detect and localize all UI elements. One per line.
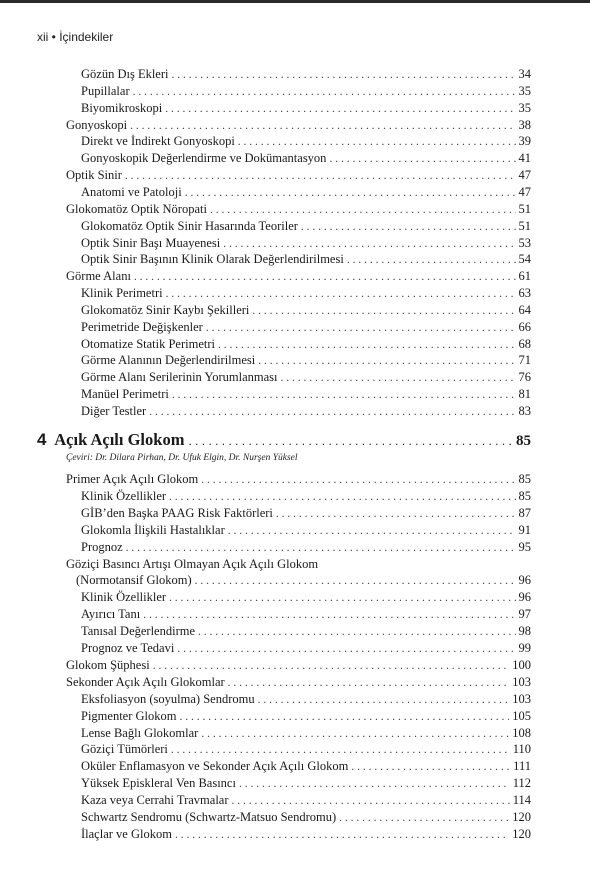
toc-entry-page: 76	[518, 370, 531, 385]
toc-entry-page: 35	[518, 100, 531, 115]
toc-entry-title: Optik Sinir Başının Klinik Olarak Değerlendirilmesi	[81, 252, 344, 267]
leader-dots	[201, 726, 509, 743]
toc-entry[interactable]	[81, 403, 531, 420]
toc-entry-title: Eksfoliasyon (soyulma) Sendromu	[81, 691, 255, 706]
leader-dots	[206, 320, 516, 337]
toc-entry-title: Optik Sinir	[66, 168, 122, 183]
toc-entry[interactable]	[81, 352, 531, 369]
toc-entry-title: Ayırıcı Tanı	[81, 607, 141, 622]
toc-entry-page: 51	[518, 218, 531, 233]
toc-entry-title: Pigmenter Glokom	[81, 708, 177, 723]
toc-entry-title: Glokomatöz Sinir Kaybı Şekilleri	[81, 302, 250, 317]
toc-entry-title: Manüel Perimetri	[81, 387, 169, 402]
toc-entry-page: 100	[512, 657, 531, 672]
leader-dots	[130, 118, 515, 135]
toc-entry-title: Optik Sinir Başı Muayenesi	[81, 235, 221, 250]
leader-dots	[232, 793, 510, 810]
toc-entry-page: 39	[518, 134, 531, 149]
toc-entry[interactable]	[81, 100, 531, 117]
toc-entry[interactable]	[81, 539, 531, 556]
leader-dots	[185, 185, 516, 202]
leader-dots	[281, 370, 516, 387]
toc-entry-page: 96	[518, 573, 531, 588]
running-header: xii • İçindekiler	[37, 30, 114, 44]
toc-entry-page: 34	[518, 67, 531, 81]
chapter-heading[interactable]	[37, 430, 531, 450]
toc-entry-page: 120	[512, 810, 531, 824]
toc-entry-page: 63	[518, 286, 531, 301]
toc-entry-title: Gözün Dış Ekleri	[81, 67, 169, 81]
toc-entry[interactable]	[81, 488, 531, 505]
toc-entry-page: 110	[512, 742, 531, 757]
leader-dots	[258, 692, 510, 709]
toc-entry-title: Kaza veya Cerrahi Travmalar	[81, 793, 229, 808]
toc-entry-title: Prognoz	[81, 539, 123, 554]
toc-entry-title: Glokomla İlişkili Hastalıklar	[81, 522, 225, 537]
toc-entry[interactable]	[81, 775, 531, 792]
toc-entry[interactable]	[81, 66, 531, 83]
toc-entry-page: 97	[518, 607, 531, 622]
toc-entry-title: Gonyoskopik Değerlendirme ve Dokümantasyon	[81, 151, 327, 166]
toc-entry-title: Göziçi Tümörleri	[81, 742, 168, 757]
toc-entry-title: Primer Açık Açılı Glokom	[66, 472, 199, 486]
leader-dots	[228, 675, 510, 692]
toc-entry-page: 53	[518, 235, 531, 250]
toc-entry-page: 83	[518, 404, 531, 418]
toc-entry[interactable]	[81, 336, 531, 353]
toc-entry-title: Perimetride Değişkenler	[81, 319, 203, 334]
toc-entry-page: 61	[518, 269, 531, 284]
toc-entry-page: 35	[518, 83, 531, 98]
toc-entry-title: Klinik Özellikler	[81, 590, 167, 605]
leader-dots	[125, 168, 516, 185]
toc-entry[interactable]	[81, 691, 531, 708]
toc-entry-title: Gonyoskopi	[66, 117, 128, 132]
leader-dots	[171, 742, 510, 759]
toc-entry-page: 103	[512, 691, 531, 706]
toc-entry[interactable]	[81, 623, 531, 640]
toc-entry-page: 47	[518, 168, 531, 183]
toc-entry-page: 105	[512, 708, 531, 723]
toc-entry-title: Biyomikroskopi	[81, 100, 163, 115]
toc-entry-page: 41	[518, 151, 531, 166]
toc-entry-page: 111	[513, 759, 531, 774]
toc-entry[interactable]	[81, 725, 531, 742]
leader-dots	[179, 709, 509, 726]
leader-dots	[149, 404, 515, 421]
toc-entry-title: (Normotansif Glokom)	[76, 573, 192, 588]
leader-dots	[339, 810, 509, 827]
leader-dots	[276, 506, 516, 523]
chapter-page: 85	[516, 433, 531, 449]
toc-entry[interactable]	[81, 184, 531, 201]
leader-dots	[169, 489, 515, 506]
toc-entry-page: 38	[518, 117, 531, 132]
toc-entry-title: Glokomatöz Optik Nöropati	[66, 201, 207, 216]
toc-entry-title: İlaçlar ve Glokom	[81, 826, 172, 841]
toc-entry-title: Görme Alanının Değerlendirilmesi	[81, 353, 256, 368]
toc-entry-page: 120	[512, 826, 531, 841]
leader-dots	[252, 303, 515, 320]
toc-entry-page: 71	[518, 353, 531, 368]
toc-entry[interactable]	[66, 657, 531, 674]
toc-entry-page: 95	[518, 539, 531, 554]
toc-entry[interactable]	[81, 522, 531, 539]
toc-entry-page: 54	[518, 252, 531, 267]
leader-dots	[172, 387, 516, 404]
toc-entry-title: Oküler Enflamasyon ve Sekonder Açık Açılı Glokom	[81, 759, 349, 774]
toc-entry-title: Glokom Şüphesi	[66, 657, 150, 672]
toc-entry-page: 87	[518, 505, 531, 520]
toc-entry-title: Schwartz Sendromu (Schwartz-Matsuo Sendromu)	[81, 810, 337, 824]
toc-entry[interactable]	[66, 556, 531, 573]
toc-entry[interactable]	[76, 572, 531, 589]
toc-entry[interactable]	[81, 83, 531, 100]
toc-entry-page: 98	[518, 624, 531, 639]
toc-entry-title: Pupillalar	[81, 83, 130, 98]
leader-dots	[134, 269, 516, 286]
toc-entry[interactable]	[81, 369, 531, 386]
toc-entry-title: Klinik Özellikler	[81, 488, 167, 503]
toc-entry-title: Göziçi Basıncı Artışı Olmayan Açık Açılı Glokom	[66, 556, 319, 571]
leader-dots	[239, 776, 510, 793]
toc-entry-title: Sekonder Açık Açılı Glokomlar	[66, 674, 225, 689]
leader-dots	[195, 573, 516, 590]
toc-entry[interactable]	[81, 741, 531, 758]
toc-entry[interactable]	[81, 826, 531, 843]
leader-dots	[301, 219, 516, 236]
toc-entry-title: Görme Alanı Serilerinin Yorumlanması	[81, 370, 278, 385]
leader-dots	[201, 472, 515, 489]
leader-dots	[198, 624, 515, 641]
leader-dots	[153, 658, 510, 675]
leader-dots	[223, 236, 515, 253]
leader-dots	[143, 607, 515, 624]
toc-entry-title: Görme Alanı	[66, 269, 131, 284]
toc-entry[interactable]	[81, 589, 531, 606]
toc-entry-title: Diğer Testler	[81, 404, 147, 418]
toc-entry[interactable]	[81, 606, 531, 623]
toc-entry[interactable]	[66, 471, 531, 488]
toc-entry-page: 103	[512, 674, 531, 689]
toc-entry-title: Direkt ve İndirekt Gonyoskopi	[81, 134, 235, 149]
toc-entry[interactable]	[81, 809, 531, 826]
toc-entry-page: 81	[518, 387, 531, 402]
toc-entry[interactable]	[81, 150, 531, 167]
toc-entry[interactable]	[66, 201, 531, 218]
toc-entry-title: Lense Bağlı Glokomlar	[81, 725, 199, 740]
chapter-title: Açık Açılı Glokom	[54, 430, 185, 449]
leader-dots	[126, 540, 516, 557]
toc-entry-page: 47	[518, 184, 531, 199]
toc-entry[interactable]	[81, 235, 531, 252]
toc-entry[interactable]	[81, 285, 531, 302]
toc-entry-title: GİB’den Başka PAAG Risk Faktörleri	[81, 505, 273, 520]
toc-entry-page: 96	[518, 590, 531, 605]
leader-dots	[169, 590, 515, 607]
toc-entry-title: Tanısal Değerlendirme	[81, 624, 196, 639]
leader-dots	[165, 101, 515, 118]
toc-entry-page: 51	[518, 201, 531, 216]
leader-dots	[228, 523, 516, 540]
toc-entry-title: Otomatize Statik Perimetri	[81, 336, 215, 351]
chapter-number: 4	[37, 430, 47, 449]
toc-entry-page: 112	[512, 776, 531, 791]
toc-entry-page: 91	[518, 522, 531, 537]
toc-entry[interactable]	[66, 674, 531, 691]
toc-entry-title: Anatomi ve Patoloji	[81, 184, 182, 199]
toc-entry[interactable]	[66, 167, 531, 184]
leader-dots	[171, 67, 515, 84]
toc-entry[interactable]	[81, 792, 531, 809]
toc-entry-page: 108	[512, 725, 531, 740]
toc-entry[interactable]	[81, 640, 531, 657]
toc-entry-page: 64	[518, 302, 531, 317]
toc-entry[interactable]	[81, 319, 531, 336]
leader-dots	[166, 286, 516, 303]
toc-entry-page: 68	[518, 336, 531, 351]
leader-dots	[351, 759, 510, 776]
toc-entry-page: 85	[518, 488, 531, 503]
toc-entry[interactable]	[81, 758, 531, 775]
toc-entry-title: Prognoz ve Tedavi	[81, 641, 175, 655]
toc-entry[interactable]	[66, 117, 531, 134]
leader-dots	[329, 151, 515, 168]
leader-dots	[188, 434, 512, 448]
leader-dots	[347, 252, 516, 269]
toc-entry[interactable]	[81, 133, 531, 150]
leader-dots	[175, 827, 509, 844]
toc-entry-page: 99	[518, 641, 531, 655]
toc-entry[interactable]	[81, 251, 531, 268]
toc-entry[interactable]	[81, 386, 531, 403]
toc-entry[interactable]	[81, 218, 531, 235]
leader-dots	[258, 353, 515, 370]
leader-dots	[133, 84, 516, 101]
leader-dots	[177, 641, 515, 658]
toc-entry-page: 66	[518, 319, 531, 334]
toc-entry-title: Klinik Perimetri	[81, 286, 163, 301]
toc-entry-page: 85	[518, 472, 531, 486]
leader-dots	[210, 202, 516, 219]
toc-entry[interactable]	[81, 708, 531, 725]
toc-entry[interactable]	[66, 268, 531, 285]
toc-entry-title: Yüksek Episkleral Ven Basıncı	[81, 776, 236, 791]
toc-entry-title: Glokomatöz Optik Sinir Hasarında Teoriler	[81, 218, 298, 233]
leader-dots	[238, 134, 516, 151]
chapter-translators: Çeviri: Dr. Dilara Pirhan, Dr. Ufuk Elgin, Dr. Nurşen Yüksel	[66, 453, 298, 463]
leader-dots	[218, 337, 516, 354]
toc-entry[interactable]	[81, 302, 531, 319]
toc-entry[interactable]	[81, 505, 531, 522]
toc-entry-page: 114	[512, 793, 531, 808]
